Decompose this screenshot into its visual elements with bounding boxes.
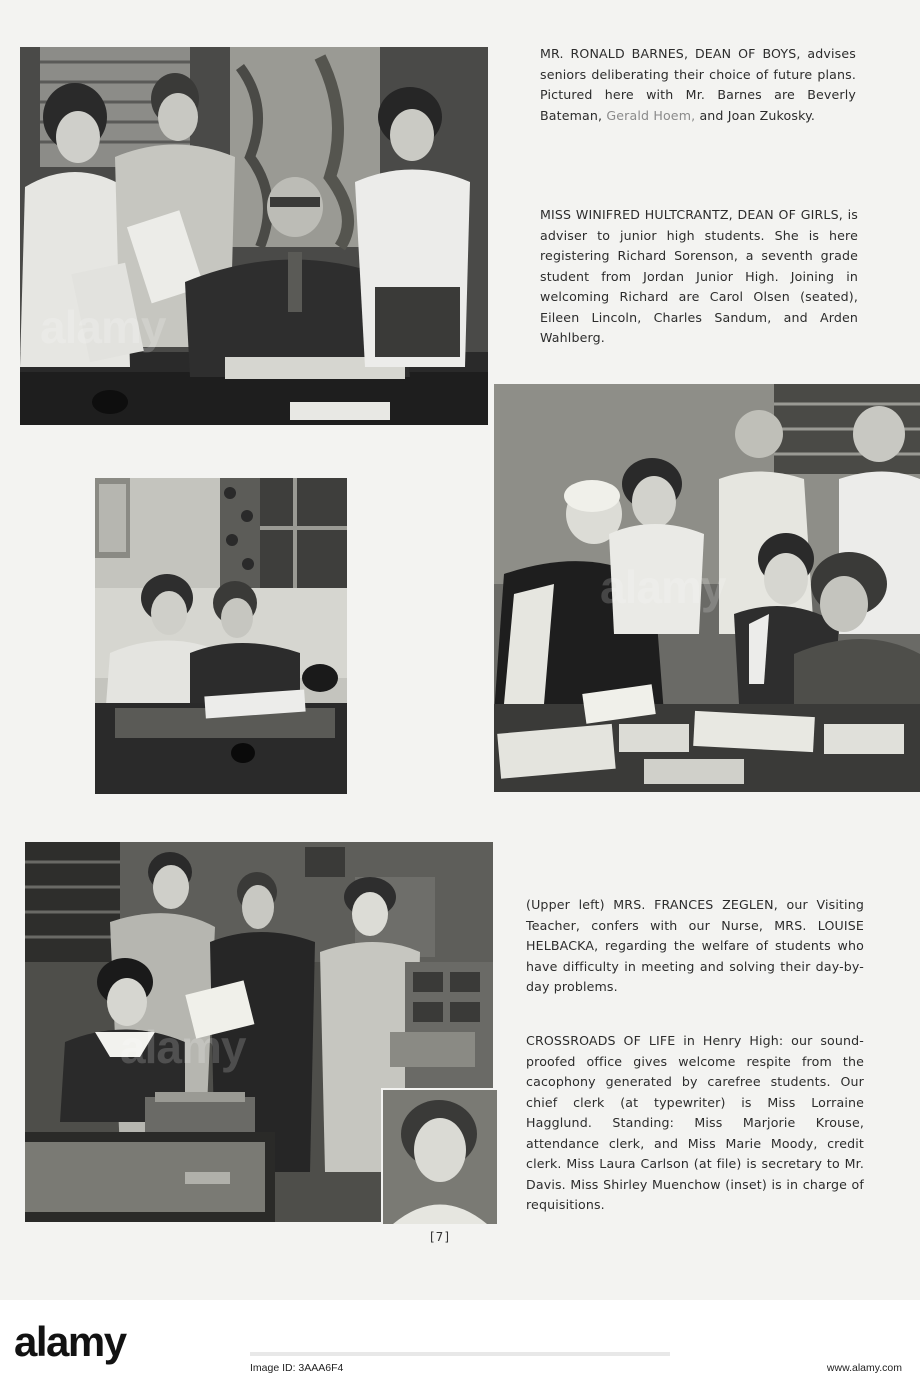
caption-text-end: regarding the welfare of students who have difficulty in meeting and solving their day-by-day problems. xyxy=(526,938,864,994)
caption-text: advises seniors deliberating their choice of future plans. Pictured here with Mr. Barnes are Beverly Bateman, xyxy=(540,46,856,123)
caption-dean-of-boys xyxy=(540,44,856,126)
caption-dean-of-girls xyxy=(540,205,858,349)
caption-lead: MISS WINIFRED HULTCRANTZ, DEAN OF GIRLS, xyxy=(540,207,843,222)
stock-footer xyxy=(0,1300,920,1390)
caption-text: in Henry High: our sound-proofed office gives welcome respite from the cacophony generated by carefree students. Our chief clerk (at typewriter) is Miss Lorraine Hagglund. Standing: Miss Marjorie Krouse, attendance clerk, and Miss Marie Moody, credit clerk. Miss Laura Carlson (at file) is secretary to Mr. Davis. Miss Shirley Muenchow (inset) is in charge of requisitions. xyxy=(526,1033,864,1212)
caption-crossroads xyxy=(526,1031,864,1216)
photo-inset-portrait xyxy=(381,1088,499,1226)
caption-lead-2: MRS. LOUISE HELBACKA, xyxy=(526,917,864,953)
caption-text: our Visiting Teacher, confers with our Nurse, xyxy=(526,897,864,933)
caption-prefix: (Upper left) xyxy=(526,897,605,912)
caption-text-end: and Joan Zukosky. xyxy=(699,107,816,123)
photo-visiting-teacher xyxy=(95,478,347,794)
photo-dean-of-boys xyxy=(20,47,488,425)
caption-text: is adviser to junior high students. She is here registering Richard Sorenson, a seventh grade student from Jordan Junior High. Joining in welcoming Richard are Carol Olsen (seated), Eileen Lincoln, Charles Sandum, and Arden Wahlberg. xyxy=(540,207,859,345)
footer-divider xyxy=(250,1352,670,1356)
stock-url: www.alamy.com xyxy=(826,1362,902,1374)
alamy-logo: alamy xyxy=(14,1318,126,1365)
faded-name: Gerald Hoem, xyxy=(606,107,696,123)
caption-visiting-teacher xyxy=(526,895,864,998)
page-number: [7] xyxy=(430,1230,450,1244)
photo-dean-of-girls xyxy=(494,384,920,792)
stock-image-id: Image ID: 3AAA6F4 xyxy=(250,1362,344,1374)
caption-lead: MR. RONALD BARNES, DEAN OF BOYS, xyxy=(540,46,801,61)
caption-lead: MRS. FRANCES ZEGLEN, xyxy=(613,897,778,912)
caption-lead: CROSSROADS OF LIFE xyxy=(526,1033,676,1048)
